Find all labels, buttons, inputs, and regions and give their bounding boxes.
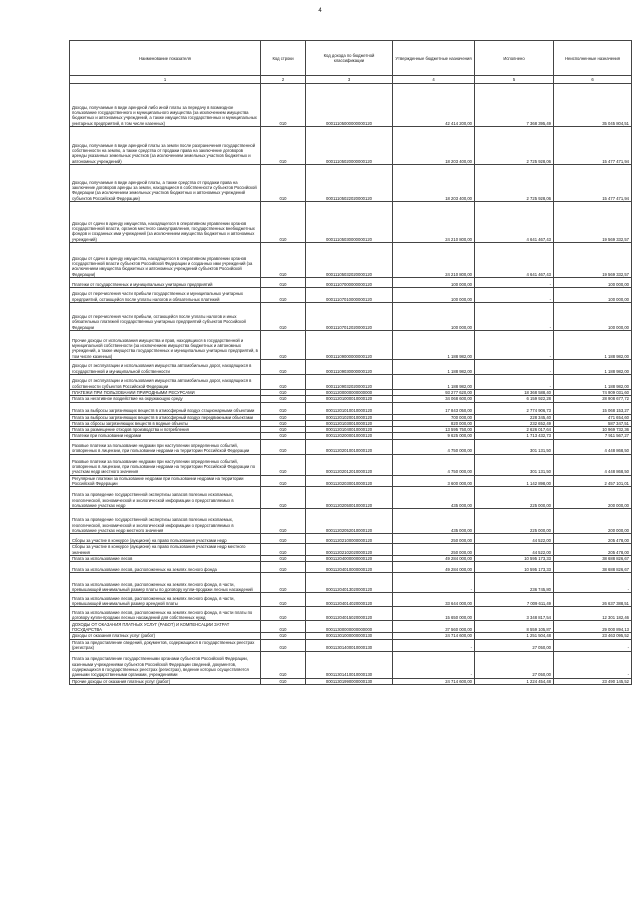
row-line-code: 010 [261, 278, 306, 288]
row-executed: 232 652,49 [475, 420, 554, 426]
row-line-code: 010 [261, 360, 306, 375]
row-remaining: 15 477 471,94 [554, 165, 632, 202]
table-row [70, 127, 632, 165]
row-name: Доходы, получаемые в виде арендной либо иной платы за передачу в возмездное пользование государственного и муниципального имущества (за исключением имущества бюджетных и автономных учреждений, а также имущества государственных и муниципальных унитарных предприятий, в том числе казенных) [70, 84, 261, 127]
row-line-code: 010 [261, 127, 306, 165]
row-line-code: 010 [261, 396, 306, 402]
row-approved: - [393, 573, 475, 593]
row-line-code: 010 [261, 414, 306, 420]
table-row [70, 375, 632, 390]
row-remaining: 12 301 182,46 [554, 607, 632, 621]
row-budget-code: 00011301990000000130 [306, 678, 393, 684]
row-budget-code: 00011202000010000120 [306, 433, 393, 439]
row-remaining: 1 188 982,00 [554, 331, 632, 360]
table-row [70, 427, 632, 433]
row-executed: 1 224 454,48 [475, 678, 554, 684]
table-row [70, 84, 632, 127]
row-remaining: 19 569 332,57 [554, 202, 632, 243]
row-executed: - [475, 331, 554, 360]
table-row [70, 278, 632, 288]
row-executed: 10 595 173,33 [475, 555, 554, 561]
row-name: Разовые платежи за пользование недрами при наступлении определенных событий, оговоренных в лицензии, при пользовании недрами на территории Российской Федерации [70, 439, 261, 454]
row-line-code: 010 [261, 402, 306, 414]
header-name: Наименование показателя [70, 41, 261, 76]
row-budget-code: 00011201020010000120 [306, 414, 393, 420]
row-budget-code: 00011105030000000120 [306, 202, 393, 243]
header-budget-code: Код дохода по бюджетной классификации [306, 41, 393, 76]
header-executed: Исполнено [475, 41, 554, 76]
row-approved: 1 188 982,00 [393, 331, 475, 360]
row-budget-code: 00011301410010000130 [306, 651, 393, 678]
row-name: Разовые платежи за пользование недрами при наступлении определенных событий, оговоренных в лицензии, при пользовании недрами на территории Российской Федерации по участкам недр местного значения [70, 454, 261, 475]
row-approved: 49 284 000,00 [393, 555, 475, 561]
row-name: Плата за предоставление государственными органами субъектов Российской Федерации, казенными учреждениями субъектов Российской Федерации сведений, документов, содержащихся в государственных реестрах (регистрах), ведение которых осуществляется данными государственными органами, учреждениями [70, 651, 261, 678]
row-executed: 3 348 817,54 [475, 607, 554, 621]
row-remaining: 7 911 567,27 [554, 433, 632, 439]
row-approved: 42 414 200,00 [393, 84, 475, 127]
row-line-code: 010 [261, 303, 306, 331]
row-approved: 700 000,00 [393, 414, 475, 420]
row-name: Плата за негативное воздействие на окружающую среду [70, 396, 261, 402]
row-budget-code: 00011202050010000120 [306, 487, 393, 509]
row-remaining: 100 000,00 [554, 303, 632, 331]
row-executed: 2 626 017,64 [475, 427, 554, 433]
row-line-code: 010 [261, 375, 306, 390]
row-line-code: 010 [261, 509, 306, 534]
table-row [70, 475, 632, 487]
row-line-code: 010 [261, 439, 306, 454]
row-budget-code: 00011107010000000120 [306, 288, 393, 303]
row-remaining: 1 188 982,00 [554, 360, 632, 375]
row-executed: 4 641 467,43 [475, 243, 554, 278]
row-executed: 2 774 906,73 [475, 402, 554, 414]
row-budget-code: 00011201000010000120 [306, 396, 393, 402]
row-line-code: 010 [261, 593, 306, 607]
row-budget-code: 00011204014020000120 [306, 593, 393, 607]
row-approved: 4 750 000,00 [393, 439, 475, 454]
row-remaining: 205 478,00 [554, 544, 632, 556]
row-budget-code: 00011109030000000120 [306, 360, 393, 375]
row-approved: 4 750 000,00 [393, 454, 475, 475]
row-approved: 3 600 000,00 [393, 475, 475, 487]
row-remaining: 38 688 826,67 [554, 562, 632, 573]
table-row [70, 639, 632, 651]
row-remaining: 200 000,00 [554, 487, 632, 509]
row-approved: 34 068 600,00 [393, 396, 475, 402]
table-row [70, 544, 632, 556]
table-row [70, 165, 632, 202]
row-remaining: 4 448 868,50 [554, 454, 632, 475]
row-budget-code: 00011201010010000120 [306, 402, 393, 414]
row-executed: 2 725 928,06 [475, 165, 554, 202]
row-line-code: 010 [261, 607, 306, 621]
row-name: ПЛАТЕЖИ ПРИ ПОЛЬЗОВАНИИ ПРИРОДНЫМИ РЕСУРСАМИ [70, 390, 261, 396]
table-row [70, 487, 632, 509]
row-remaining: 26 637 388,51 [554, 593, 632, 607]
row-name: Плата за проведение государственной экспертизы запасов полезных ископаемых, геологической, экономической и экологической информации о предоставляемых в пользование участках недр [70, 487, 261, 509]
row-line-code: 010 [261, 84, 306, 127]
row-approved: 1 188 982,00 [393, 360, 475, 375]
table-row [70, 573, 632, 593]
row-executed: 44 522,00 [475, 534, 554, 544]
table-row [70, 534, 632, 544]
row-name: Плата за сбросы загрязняющих веществ в водные объекты [70, 420, 261, 426]
row-approved: 13 595 750,00 [393, 427, 475, 433]
row-name: Плата за использование лесов, расположенных на землях лесного фонда, в части, превышающей минимальный размер арендной платы [70, 593, 261, 607]
table-row [70, 509, 632, 534]
row-line-code: 010 [261, 573, 306, 593]
row-budget-code: 00011202012010000120 [306, 454, 393, 475]
table-body [70, 84, 632, 685]
row-budget-code: 00011202052010000120 [306, 509, 393, 534]
row-name: Сборы за участие в конкурсе (аукционе) на право пользования участками недр [70, 534, 261, 544]
row-line-code: 010 [261, 454, 306, 475]
row-budget-code: 00011105020000000120 [306, 127, 393, 165]
row-executed: - [475, 360, 554, 375]
row-approved: 820 000,00 [393, 420, 475, 426]
row-executed: 27 050,00 [475, 639, 554, 651]
page-number: 4 [318, 8, 322, 14]
header-approved: Утвержденные бюджетные назначения [393, 41, 475, 76]
row-remaining: 1 188 982,00 [554, 375, 632, 390]
row-line-code: 010 [261, 202, 306, 243]
column-number: 3 [306, 76, 393, 84]
row-approved: 100 000,00 [393, 303, 475, 331]
row-remaining: 23 463 095,52 [554, 633, 632, 639]
row-executed: 1 713 432,73 [475, 433, 554, 439]
row-approved: 24 210 800,00 [393, 243, 475, 278]
row-budget-code: 00011201040010000120 [306, 427, 393, 433]
row-remaining: 15 477 471,94 [554, 127, 632, 165]
row-approved: 100 000,00 [393, 278, 475, 288]
row-executed: - [475, 375, 554, 390]
row-remaining: 587 347,51 [554, 420, 632, 426]
row-executed: 7 368 395,49 [475, 84, 554, 127]
row-approved: 250 000,00 [393, 534, 475, 544]
column-number: 6 [554, 76, 632, 84]
row-executed: 225 000,00 [475, 509, 554, 534]
header-remaining: Неисполненные назначения [554, 41, 632, 76]
row-remaining: 200 000,00 [554, 509, 632, 534]
row-executed: 7 009 611,49 [475, 593, 554, 607]
row-line-code: 010 [261, 420, 306, 426]
row-line-code: 010 [261, 678, 306, 684]
row-name: Плата за предоставление сведений, документов, содержащихся в государственных реестрах (регистрах) [70, 639, 261, 651]
row-line-code: 010 [261, 555, 306, 561]
row-line-code: 010 [261, 639, 306, 651]
row-budget-code: 00011204010000000120 [306, 562, 393, 573]
row-executed: 4 641 467,43 [475, 202, 554, 243]
row-name: Доходы от сдачи в аренду имущества, находящегося в оперативном управлении органов государственной власти субъектов Российской Федерации и созданных ими учреждений (за исключением имущества бюджетных и автономных учреждений субъектов Российской Федерации) [70, 243, 261, 278]
row-line-code: 010 [261, 544, 306, 556]
row-remaining: 10 969 732,36 [554, 427, 632, 433]
row-name: Прочие доходы от оказания платных услуг (работ) [70, 678, 261, 684]
row-approved: 435 000,00 [393, 509, 475, 534]
row-budget-code: 00011202010010000120 [306, 439, 393, 454]
row-budget-code: 00011107000000000120 [306, 278, 393, 288]
row-budget-code: 00011300000000000000 [306, 621, 393, 633]
row-name: Прочие доходы от использования имущества и прав, находящихся в государственной и муниципальной собственности (за исключением имущества бюджетных и автономных учреждений, а также имущества государственных и муниципальных унитарных предприятий, в том числе казенных) [70, 331, 261, 360]
table-row [70, 678, 632, 684]
row-name: Доходы, получаемые в виде арендной платы за земли после разграничения государственной собственности на землю, а также средства от продажи права на заключение договоров аренды указанных земельных участков (за исключением земельных участков бюджетных и автономных учреждений) [70, 127, 261, 165]
row-budget-code: 00011109032020000120 [306, 375, 393, 390]
column-number: 5 [475, 76, 554, 84]
row-executed: 301 131,50 [475, 454, 554, 475]
row-approved: 93 277 620,00 [393, 390, 475, 396]
row-remaining: - [554, 651, 632, 678]
row-budget-code: 00011204000000000120 [306, 555, 393, 561]
row-approved: 100 000,00 [393, 288, 475, 303]
row-line-code: 010 [261, 243, 306, 278]
row-remaining: - [554, 639, 632, 651]
row-executed: 18 368 588,40 [475, 390, 554, 396]
row-line-code: 010 [261, 165, 306, 202]
row-name: Плата за проведение государственной экспертизы запасов полезных ископаемых, геологической, экономической и экологической информации о предоставляемых в пользование участках недр местного значения [70, 509, 261, 534]
row-name: Доходы от оказания платных услуг (работ) [70, 633, 261, 639]
row-name: Сборы за участие в конкурсе (аукционе) на право пользования участками недр местного значения [70, 544, 261, 556]
row-executed: 236 745,80 [475, 573, 554, 593]
row-remaining: 100 000,00 [554, 278, 632, 288]
row-remaining: 35 045 804,51 [554, 84, 632, 127]
row-name: Плата за использование лесов, расположенных на землях лесного фонда, в части, превышающей минимальный размер платы по договору купли-продажи лесных насаждений [70, 573, 261, 593]
row-remaining: 471 654,60 [554, 414, 632, 420]
row-budget-code: 00011202100000000120 [306, 534, 393, 544]
row-name: Плата за использование лесов, расположенных на землях лесного фонда [70, 562, 261, 573]
row-name: Платежи от государственных и муниципальных унитарных предприятий [70, 278, 261, 288]
table-row [70, 633, 632, 639]
column-number: 1 [70, 76, 261, 84]
row-line-code: 010 [261, 427, 306, 433]
row-budget-code: 00011105032020000120 [306, 243, 393, 278]
table-row [70, 439, 632, 454]
table-row [70, 303, 632, 331]
row-approved: 18 203 400,00 [393, 127, 475, 165]
row-approved: 17 843 050,00 [393, 402, 475, 414]
table-row [70, 593, 632, 607]
row-name: ДОХОДЫ ОТ ОКАЗАНИЯ ПЛАТНЫХ УСЛУГ (РАБОТ) И КОМПЕНСАЦИИ ЗАТРАТ ГОСУДАРСТВА [70, 621, 261, 633]
row-remaining: 15 068 153,27 [554, 402, 632, 414]
row-budget-code: 00011105000000000120 [306, 84, 393, 127]
row-approved: 49 284 000,00 [393, 562, 475, 573]
column-number: 4 [393, 76, 475, 84]
row-name: Платежи при пользовании недрами [70, 433, 261, 439]
row-line-code: 010 [261, 433, 306, 439]
row-name: Плата за использование лесов [70, 555, 261, 561]
row-executed: 8 559 105,87 [475, 621, 554, 633]
table-row [70, 390, 632, 396]
column-numbers-row [70, 76, 632, 84]
row-remaining: 2 457 101,01 [554, 475, 632, 487]
row-executed: 225 000,00 [475, 487, 554, 509]
row-approved: 24 714 600,00 [393, 678, 475, 684]
table-row [70, 420, 632, 426]
row-approved: 24 210 800,00 [393, 202, 475, 243]
table-row [70, 396, 632, 402]
row-remaining: 28 908 677,72 [554, 396, 632, 402]
row-line-code: 010 [261, 331, 306, 360]
row-executed: 1 251 504,48 [475, 633, 554, 639]
table-row [70, 402, 632, 414]
row-executed: - [475, 278, 554, 288]
row-name: Плата за выбросы загрязняющих веществ в атмосферный воздух стационарными объектами [70, 402, 261, 414]
row-approved: 9 625 000,00 [393, 433, 475, 439]
row-remaining: 19 569 332,57 [554, 243, 632, 278]
row-name: Доходы от эксплуатации и использования имущества автомобильных дорог, находящихся в собственности субъектов Российской Федерации [70, 375, 261, 390]
row-approved: 18 203 400,00 [393, 165, 475, 202]
row-name: Доходы от перечисления части прибыли государственных и муниципальных унитарных предприятий, остающейся после уплаты налогов и обязательных платежей [70, 288, 261, 303]
row-approved: 250 000,00 [393, 544, 475, 556]
row-line-code: 010 [261, 621, 306, 633]
row-line-code: 010 [261, 562, 306, 573]
row-budget-code: 00011301000000000130 [306, 633, 393, 639]
row-budget-code: 00011202102020000120 [306, 544, 393, 556]
table-row [70, 243, 632, 278]
table-row [70, 360, 632, 375]
row-name: Плата за использование лесов, расположенных на землях лесного фонда, в части платы по договору купли-продажи лесных насаждений для собственных нужд [70, 607, 261, 621]
column-number: 2 [261, 76, 306, 84]
header-line-code: Код строки [261, 41, 306, 76]
row-remaining: 205 478,00 [554, 534, 632, 544]
row-name: Плата за выбросы загрязняющих веществ в атмосферный воздух передвижными объектами [70, 414, 261, 420]
table-row [70, 288, 632, 303]
row-line-code: 010 [261, 651, 306, 678]
row-executed: 10 595 173,33 [475, 562, 554, 573]
row-budget-code: 00011200000000000000 [306, 390, 393, 396]
row-budget-code: 00011201030010000120 [306, 420, 393, 426]
row-name: Доходы от сдачи в аренду имущества, находящегося в оперативном управлении органов государственной власти, органов местного самоуправления, государственных внебюджетных фондов и созданных ими учреждений (за исключением имущества бюджетных и автономных учреждений) [70, 202, 261, 243]
table-row [70, 454, 632, 475]
row-executed: - [475, 303, 554, 331]
header-row [70, 41, 632, 76]
row-executed: 1 142 898,00 [475, 475, 554, 487]
row-executed: 228 345,40 [475, 414, 554, 420]
row-line-code: 010 [261, 487, 306, 509]
row-name: Регулярные платежи за пользование недрами при пользовании недрами на территории Российской Федерации [70, 475, 261, 487]
row-budget-code: 00011202030010000120 [306, 475, 393, 487]
table-row [70, 202, 632, 243]
row-budget-code: 00011107012020000120 [306, 303, 393, 331]
row-budget-code: 00011109000000000120 [306, 331, 393, 360]
row-approved: 33 644 000,00 [393, 593, 475, 607]
row-remaining: 38 688 826,67 [554, 555, 632, 561]
row-line-code: 010 [261, 390, 306, 396]
table-row [70, 651, 632, 678]
row-budget-code: 00011204015020000120 [306, 607, 393, 621]
row-approved: 24 714 600,00 [393, 633, 475, 639]
row-name: Доходы от эксплуатации и использования имущества автомобильных дорог, находящихся в государственной и муниципальной собственности [70, 360, 261, 375]
row-executed: 27 050,00 [475, 651, 554, 678]
row-remaining: 29 000 894,13 [554, 621, 632, 633]
row-name: Плата за размещение отходов производства и потребления [70, 427, 261, 433]
row-remaining: 4 448 868,50 [554, 439, 632, 454]
row-budget-code: 00011105022020000120 [306, 165, 393, 202]
table-row [70, 621, 632, 633]
row-executed: 6 159 922,28 [475, 396, 554, 402]
table-row [70, 414, 632, 420]
row-line-code: 010 [261, 475, 306, 487]
row-budget-code: 00011301400010000130 [306, 639, 393, 651]
row-name: Доходы от перечисления части прибыли, остающейся после уплаты налогов и иных обязательных платежей государственных унитарных предприятий субъектов Российской Федерации [70, 303, 261, 331]
row-approved: 1 188 982,00 [393, 375, 475, 390]
row-line-code: 010 [261, 534, 306, 544]
row-remaining: 100 000,00 [554, 288, 632, 303]
table-row [70, 607, 632, 621]
row-executed: - [475, 288, 554, 303]
row-approved: - [393, 651, 475, 678]
row-line-code: 010 [261, 288, 306, 303]
row-executed: 2 725 928,06 [475, 127, 554, 165]
row-approved: - [393, 639, 475, 651]
row-remaining: 74 909 031,60 [554, 390, 632, 396]
row-remaining: - [554, 573, 632, 593]
row-remaining: 23 490 145,52 [554, 678, 632, 684]
row-approved: 15 650 000,00 [393, 607, 475, 621]
row-executed: 44 522,00 [475, 544, 554, 556]
table-row [70, 562, 632, 573]
report-table [69, 40, 632, 685]
row-name: Доходы, получаемые в виде арендной платы, а также средства от продажи права на заключение договоров аренды за земли, находящиеся в собственности субъектов Российской Федерации (за исключением земельных участков бюджетных и автономных учреждений субъектов Российской Федерации) [70, 165, 261, 202]
row-budget-code: 00011204013020000120 [306, 573, 393, 593]
row-approved: 435 000,00 [393, 487, 475, 509]
table-row [70, 331, 632, 360]
row-line-code: 010 [261, 633, 306, 639]
row-approved: 37 560 000,00 [393, 621, 475, 633]
row-executed: 301 131,50 [475, 439, 554, 454]
